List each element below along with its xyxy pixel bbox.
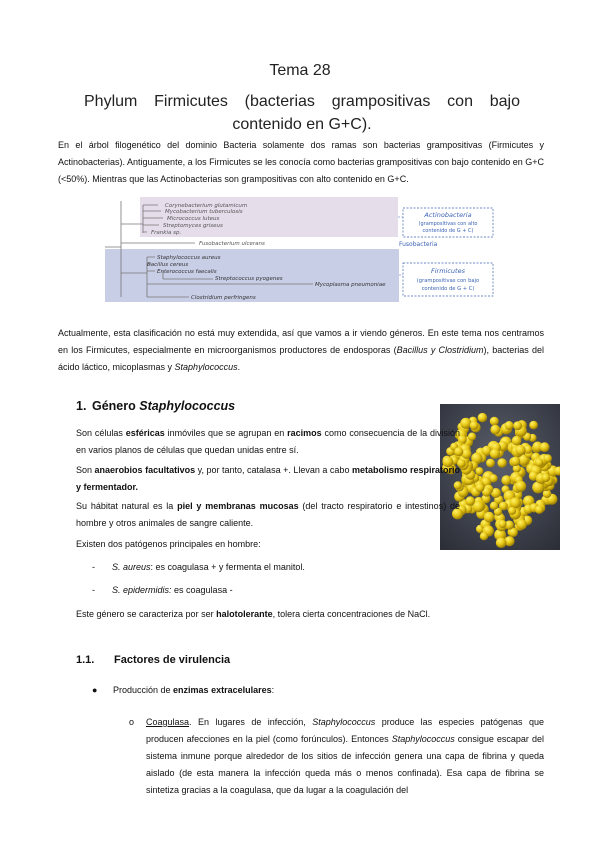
staph-paragraph-5: Este género se caracteriza por ser halotolerante, tolera cierta concentraciones de NaCl. — [76, 609, 431, 619]
pathogen-item: - S. aureus: es coagulasa + y fermenta el manitol. — [92, 562, 305, 572]
coccus-cell — [508, 507, 516, 515]
coccus-cell — [511, 457, 521, 467]
taxon-label: Frankia sp. — [151, 230, 182, 236]
coccus-cell — [517, 519, 527, 529]
coccus-cell — [460, 418, 471, 429]
coccus-cell — [490, 449, 500, 459]
taxon-label: Enterococcus faecalis — [157, 269, 217, 275]
section-heading-staphylococcus: 1. Género Staphylococcus — [76, 399, 236, 413]
coccus-cell — [501, 475, 511, 485]
coccus-cell — [505, 421, 514, 430]
staph-paragraph-4: Existen dos patógenos principales en hombre: — [76, 539, 261, 549]
taxon-label: Mycoplasma pneumoniae — [315, 282, 386, 288]
taxon-label: Micrococcus luteus — [167, 216, 220, 222]
coccus-cell — [515, 445, 525, 455]
coccus-cell — [510, 497, 521, 508]
bullet-item: ● Producción de enzimas extracelulares: — [92, 682, 274, 699]
coccus-cell — [542, 474, 551, 483]
actinobacteria-desc-2: contenido de G + C) — [422, 228, 474, 234]
classification-paragraph: Actualmente, esta clasificación no está muy extendida, así que vamos a ir viendo géneros. En este tema nos centramos en los Firmicutes, especialmente en microorganismos productores de endosporas (Bacillus y Clostridium), bacterias del ácido láctico, micoplasmas y Staphylococcus. — [58, 328, 545, 372]
coccus-cell — [468, 433, 476, 441]
coccus-cell — [515, 481, 526, 492]
coccus-cell — [512, 436, 522, 446]
coagulasa-paragraph: Coagulasa. En lugares de infección, Staphylococcus produce las especies patógenas que producen afecciones en la piel (como forúnculos). Entonces Staphylococcus consigue escapar del sistema inmune porque alrededor de los sitios de infección genera una capa de fibrina y queda aislado (de esta manera la infección queda más o menos confinada). Esa capa de fibrina se sintetiza gracias a la coagulasa, que da lugar a la coagulación del — [146, 717, 544, 795]
actinobacteria-title: Actinobacteria — [424, 211, 472, 219]
coccus-cell — [535, 506, 543, 514]
firmicutes-title: Firmicutes — [431, 267, 465, 275]
coccus-cell — [475, 483, 484, 492]
taxon-label: Bacillus cereus — [147, 262, 189, 268]
taxon-label: Streptococcus pyogenes — [215, 276, 283, 282]
coccus-cell — [544, 454, 552, 462]
staph-paragraph-2: Son anaerobios facultativos y, por tanto, catalasa +. Llevan a cabo metabolismo respiratorio y fermentador. — [76, 465, 461, 492]
coccus-cell — [499, 520, 507, 528]
phylogenetic-tree-figure — [103, 197, 497, 302]
coccus-cell — [475, 467, 483, 475]
taxon-label: Fusobacterium ulcerans — [199, 241, 265, 247]
intro-text: En el árbol filogenético del dominio Bacteria solamente dos ramas son bacterias grampositivas (Firmicutes y Actinobacterias). Antiguamente, a los Firmicutes se les conocía como bacterias grampositivas con bajo contenido en G+C (<50%). Mientras que las Actinobacterias son grampositivas con alto contenido en G+C. — [58, 140, 544, 184]
taxon-label: Mycobacterium tuberculosis — [165, 209, 243, 215]
sub-bullet-marker: o — [129, 717, 135, 727]
firmicutes-desc-1: (grampositivas con bajo — [416, 278, 480, 284]
coccus-cell — [535, 459, 543, 467]
coccus-cell — [496, 537, 507, 548]
coccus-cell — [486, 459, 495, 468]
coccus-cell — [484, 512, 495, 523]
page-title: Tema 28 — [269, 62, 331, 79]
coccus-cell — [540, 442, 550, 452]
bullet-dot-icon: ● — [92, 685, 98, 695]
actinobacteria-desc-1: (grampositivas con alto — [418, 221, 478, 227]
staph-paragraph-1: Son células esféricas inmóviles que se agrupan en racimos como consecuencia de la división en varios planos de células que quedan unidas entre sí. — [76, 428, 461, 455]
coccus-cell — [470, 421, 479, 430]
coccus-cell — [490, 417, 499, 426]
pathogen-item: - S. epidermidis: es coagulasa - — [92, 585, 233, 595]
staph-paragraph-3: Su hábitat natural es la piel y membranas mucosas (del tracto respiratorio e intestinos) de hombre y otros animales de sangre caliente. — [76, 501, 461, 528]
fusobacteria-label: Fusobacteria — [399, 241, 438, 248]
coccus-cell — [480, 532, 488, 540]
coccus-cell — [466, 496, 475, 505]
taxon-label: Streptomyces griseus — [163, 223, 223, 229]
taxon-label: Staphylococcus aureus — [157, 255, 221, 261]
coccus-cell — [529, 421, 538, 430]
taxon-label: Corynebacterium glutamicum — [165, 203, 248, 209]
intro-paragraph — [58, 137, 544, 188]
coccus-cell — [513, 421, 522, 430]
coccus-cell — [490, 425, 500, 435]
coccus-cell — [497, 458, 506, 467]
firmicutes-desc-2: contenido de G + C) — [421, 286, 475, 292]
coccus-cell — [478, 413, 487, 422]
section-heading-virulence: 1.1. Factores de virulencia — [76, 654, 231, 666]
coccus-cell — [490, 502, 498, 510]
taxon-label: Clostridium perfringens — [191, 295, 256, 301]
page-subtitle: Phylum Firmicutes (bacterias grampositivas con bajo contenido en G+C). — [84, 93, 520, 133]
